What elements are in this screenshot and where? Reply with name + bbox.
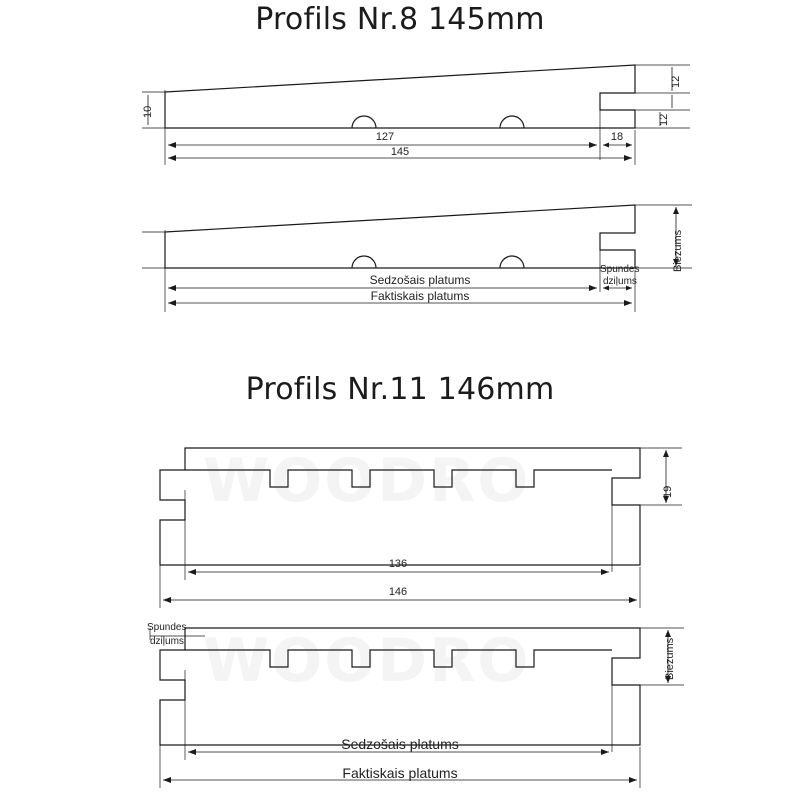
dim-label-actual-width-p8: 145 bbox=[390, 146, 410, 158]
dim-label-thickness-text-p11: Biezums bbox=[664, 637, 676, 680]
dim-label-actual-width-text-p11: Faktiskais platums bbox=[342, 765, 458, 781]
dim-label-actual-width-text-p8: Faktiskais platums bbox=[370, 289, 470, 303]
dim-label-actual-width-p11: 146 bbox=[388, 586, 408, 598]
dim-label-tongue-depth-line2-p11: dziļums bbox=[150, 636, 184, 647]
dim-label-thickness-right-lower-p8: 12 bbox=[658, 113, 670, 126]
profile-11-bottom-dimension-lines bbox=[163, 630, 668, 780]
profile-11-top-shape bbox=[160, 448, 640, 565]
page-title-profile-8: Profils Nr.8 145mm bbox=[255, 2, 545, 37]
dim-label-tongue-depth-p8: 18 bbox=[610, 131, 624, 143]
dim-label-thickness-left-p8: 10 bbox=[142, 105, 154, 118]
profile-11-top-arrowheads bbox=[163, 450, 669, 603]
watermark-top: WOODRO bbox=[203, 446, 531, 516]
dim-label-covering-width-p11: 136 bbox=[388, 558, 408, 570]
dim-label-covering-width-text-p8: Sedzošais platums bbox=[369, 273, 471, 287]
page-title-profile-11: Profils Nr.11 146mm bbox=[245, 372, 555, 407]
dim-label-covering-width-text-p11: Sedzošais platums bbox=[341, 736, 459, 752]
profile-8-top-shape bbox=[165, 65, 635, 128]
profile-8-bottom-shape bbox=[165, 205, 635, 268]
dim-label-covering-width-p8: 127 bbox=[375, 131, 395, 143]
dim-label-thickness-text-p8: Biezums bbox=[672, 229, 684, 272]
profile-11-bottom-shape bbox=[160, 628, 640, 745]
profile-11-bottom-extension-lines bbox=[150, 628, 684, 788]
dim-label-tongue-depth-line2-p8: dziļums bbox=[603, 276, 637, 287]
profile-11-bottom-arrowheads bbox=[163, 630, 671, 783]
dim-label-tongue-depth-line1-p8: Spundes bbox=[600, 264, 640, 275]
profile-11-top-dimension-lines bbox=[163, 450, 666, 600]
dim-label-thickness-right-upper-p8: 12 bbox=[670, 75, 682, 88]
watermark-bottom: WOODRO bbox=[203, 626, 531, 696]
profile-11-top-extension-lines bbox=[160, 448, 682, 608]
dim-label-thickness-p11: 19 bbox=[662, 485, 674, 498]
dim-label-tongue-depth-line1-p11: Spundes bbox=[147, 622, 187, 633]
